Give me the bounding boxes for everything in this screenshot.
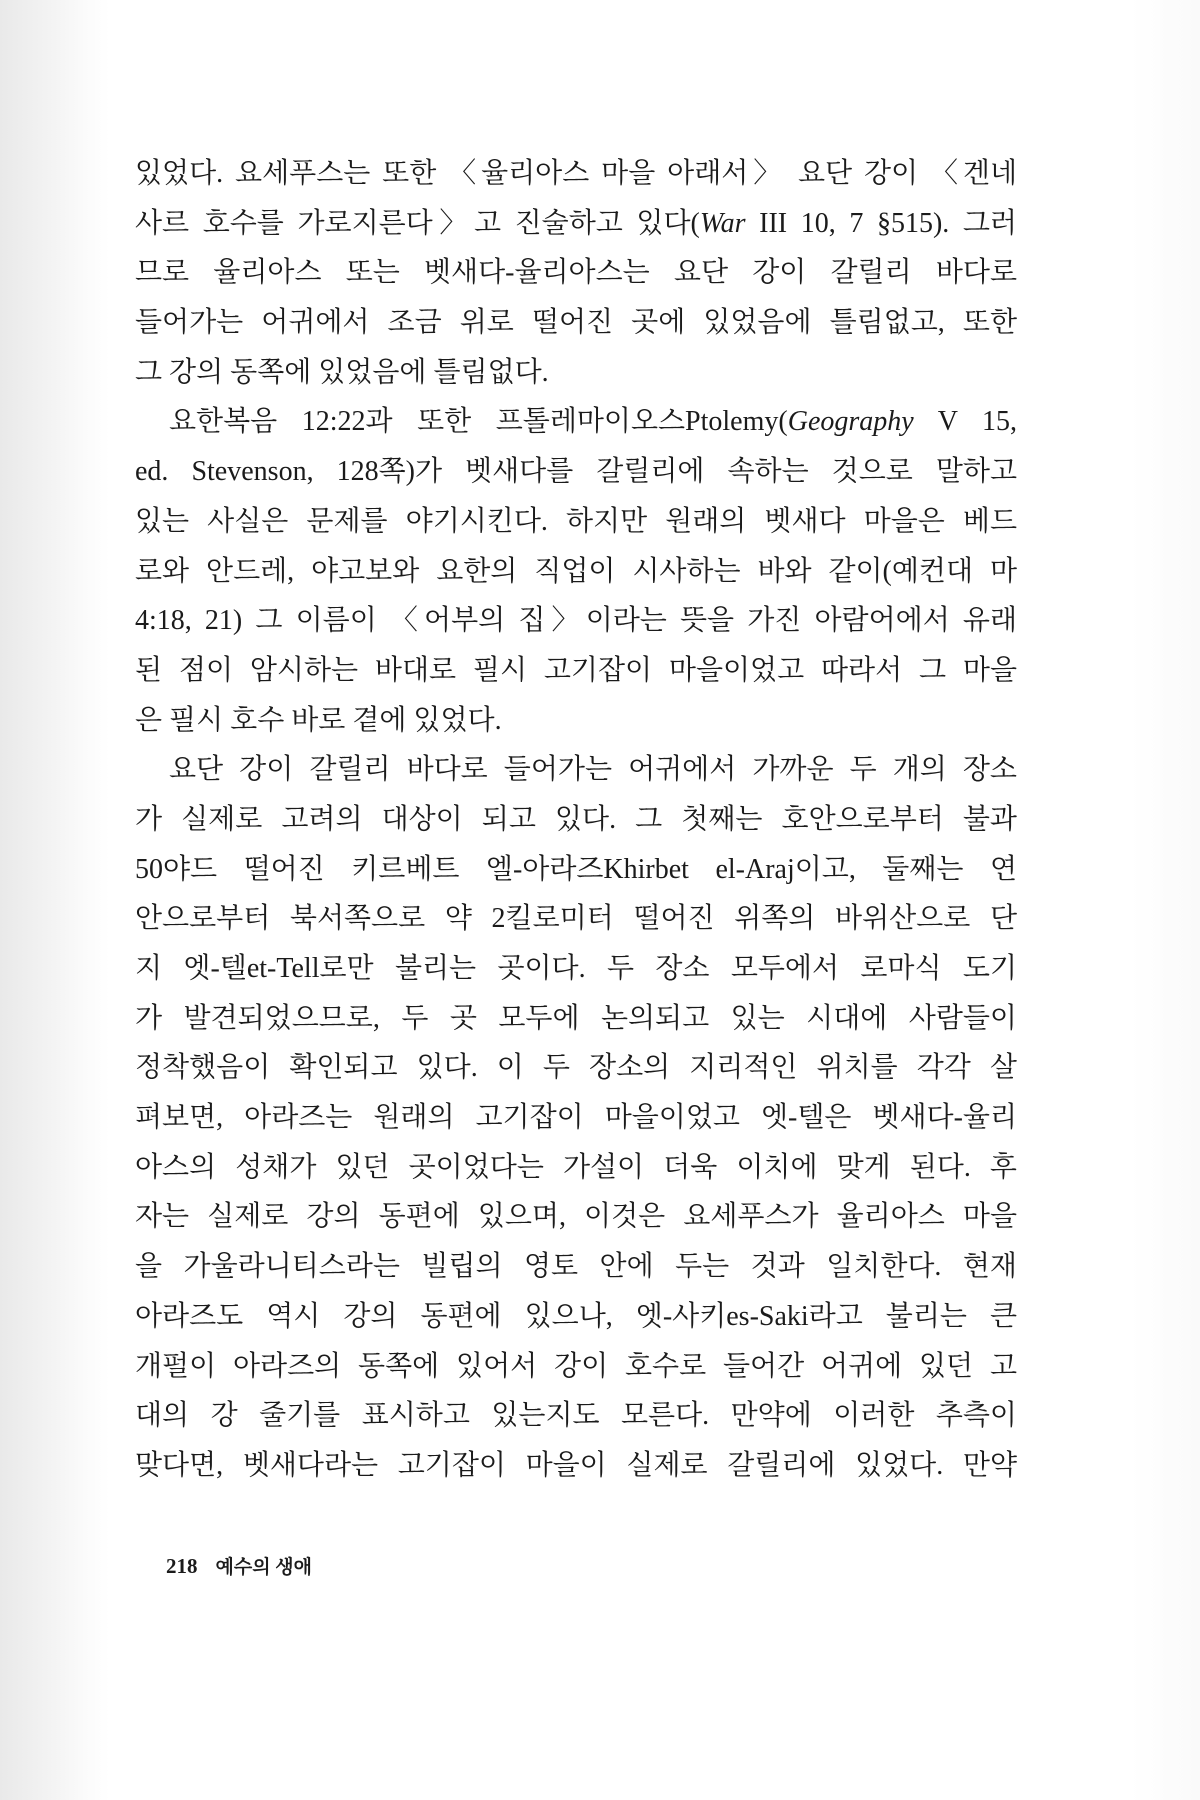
body-text: [135, 149, 1017, 1491]
text-run: III 10, 7 §515). 그러: [745, 207, 1017, 239]
text-line: 대의 강 줄기를 표시하고 있는지도 모른다. 만약에 이러한 추측이: [135, 1400, 1017, 1432]
page-footer: [166, 1552, 312, 1580]
text-line: 요단 강이 갈릴리 바다로 들어가는 어귀에서 가까운 두 개의 장소: [169, 754, 1017, 786]
work-title-italic: Geography: [787, 406, 914, 438]
text-line: 정착했음이 확인되고 있다. 이 두 장소의 지리적인 위치를 각각 살: [135, 1052, 1017, 1084]
text-run: 사르 호수를 가로지른다〉고 진술하고 있다(: [135, 207, 700, 239]
text-line: 된 점이 암시하는 바대로 필시 고기잡이 마을이었고 따라서 그 마을: [135, 654, 1017, 686]
text-run: 요한복음 12:22과 또한 프톨레마이오스Ptolemy(: [169, 406, 788, 438]
text-line: 을 가울라니티스라는 빌립의 영토 안에 두는 것과 일치한다. 현재: [135, 1251, 1017, 1283]
text-line: 안으로부터 북서쪽으로 약 2킬로미터 떨어진 위쪽의 바위산으로 단: [135, 903, 1017, 935]
text-line: 50야드 떨어진 키르베트 엘-아라즈Khirbet el-Araj이고, 둘째는 연: [135, 853, 1017, 885]
text-line: 있는 사실은 문제를 야기시킨다. 하지만 원래의 벳새다 마을은 베드: [135, 505, 1017, 537]
page-number: 218: [166, 1554, 198, 1578]
text-line: 은 필시 호수 바로 곁에 있었다.: [135, 704, 502, 736]
text-line: ed. Stevenson, 128쪽)가 벳새다를 갈릴리에 속하는 것으로 말하고: [135, 456, 1017, 488]
running-title: 예수의 생애: [215, 1557, 313, 1578]
text-line: [135, 397, 1017, 447]
text-line: 가 실제로 고려의 대상이 되고 있다. 그 첫째는 호안으로부터 불과: [135, 803, 1017, 835]
text-line: 므로 율리아스 또는 벳새다-율리아스는 요단 강이 갈릴리 바다로: [135, 257, 1017, 289]
text-line: 자는 실제로 강의 동편에 있으며, 이것은 요세푸스가 율리아스 마을: [135, 1201, 1017, 1233]
text-line: 개펄이 아라즈의 동쪽에 있어서 강이 호수로 들어간 어귀에 있던 고: [135, 1350, 1017, 1382]
text-line: 맞다면, 벳새다라는 고기잡이 마을이 실제로 갈릴리에 있었다. 만약: [135, 1449, 1017, 1481]
text-line: 있었다. 요세푸스는 또한 〈율리아스 마을 아래서〉 요단 강이 〈겐네: [135, 158, 1017, 189]
text-line: 4:18, 21) 그 이름이 〈어부의 집〉이라는 뜻을 가진 아람어에서 유래: [135, 605, 1017, 637]
text-line: 지 엣-텔et-Tell로만 불리는 곳이다. 두 장소 모두에서 로마식 도기: [135, 953, 1017, 984]
text-line: 아스의 성채가 있던 곳이었다는 가설이 더욱 이치에 맞게 된다. 후: [135, 1151, 1017, 1183]
text-line: 로와 안드레, 야고보와 요한의 직업이 시사하는 바와 같이(예컨대 마: [135, 555, 1017, 587]
text-line: 아라즈도 역시 강의 동편에 있으나, 엣-사키es-Saki라고 불리는 큰: [135, 1300, 1017, 1332]
text-line: 들어가는 어귀에서 조금 위로 떨어진 곳에 있었음에 틀림없고, 또한: [135, 307, 1017, 339]
text-line: 그 강의 동쪽에 있었음에 틀림없다.: [135, 356, 549, 388]
text-run: V 15,: [913, 406, 1017, 438]
work-title-italic: War: [699, 207, 746, 239]
text-line: 펴보면, 아라즈는 원래의 고기잡이 마을이었고 엣-텔은 벳새다-율리: [135, 1102, 1017, 1134]
text-line: 가 발견되었으므로, 두 곳 모두에 논의되고 있는 시대에 사람들이: [135, 1002, 1017, 1034]
text-line: [135, 199, 1017, 249]
